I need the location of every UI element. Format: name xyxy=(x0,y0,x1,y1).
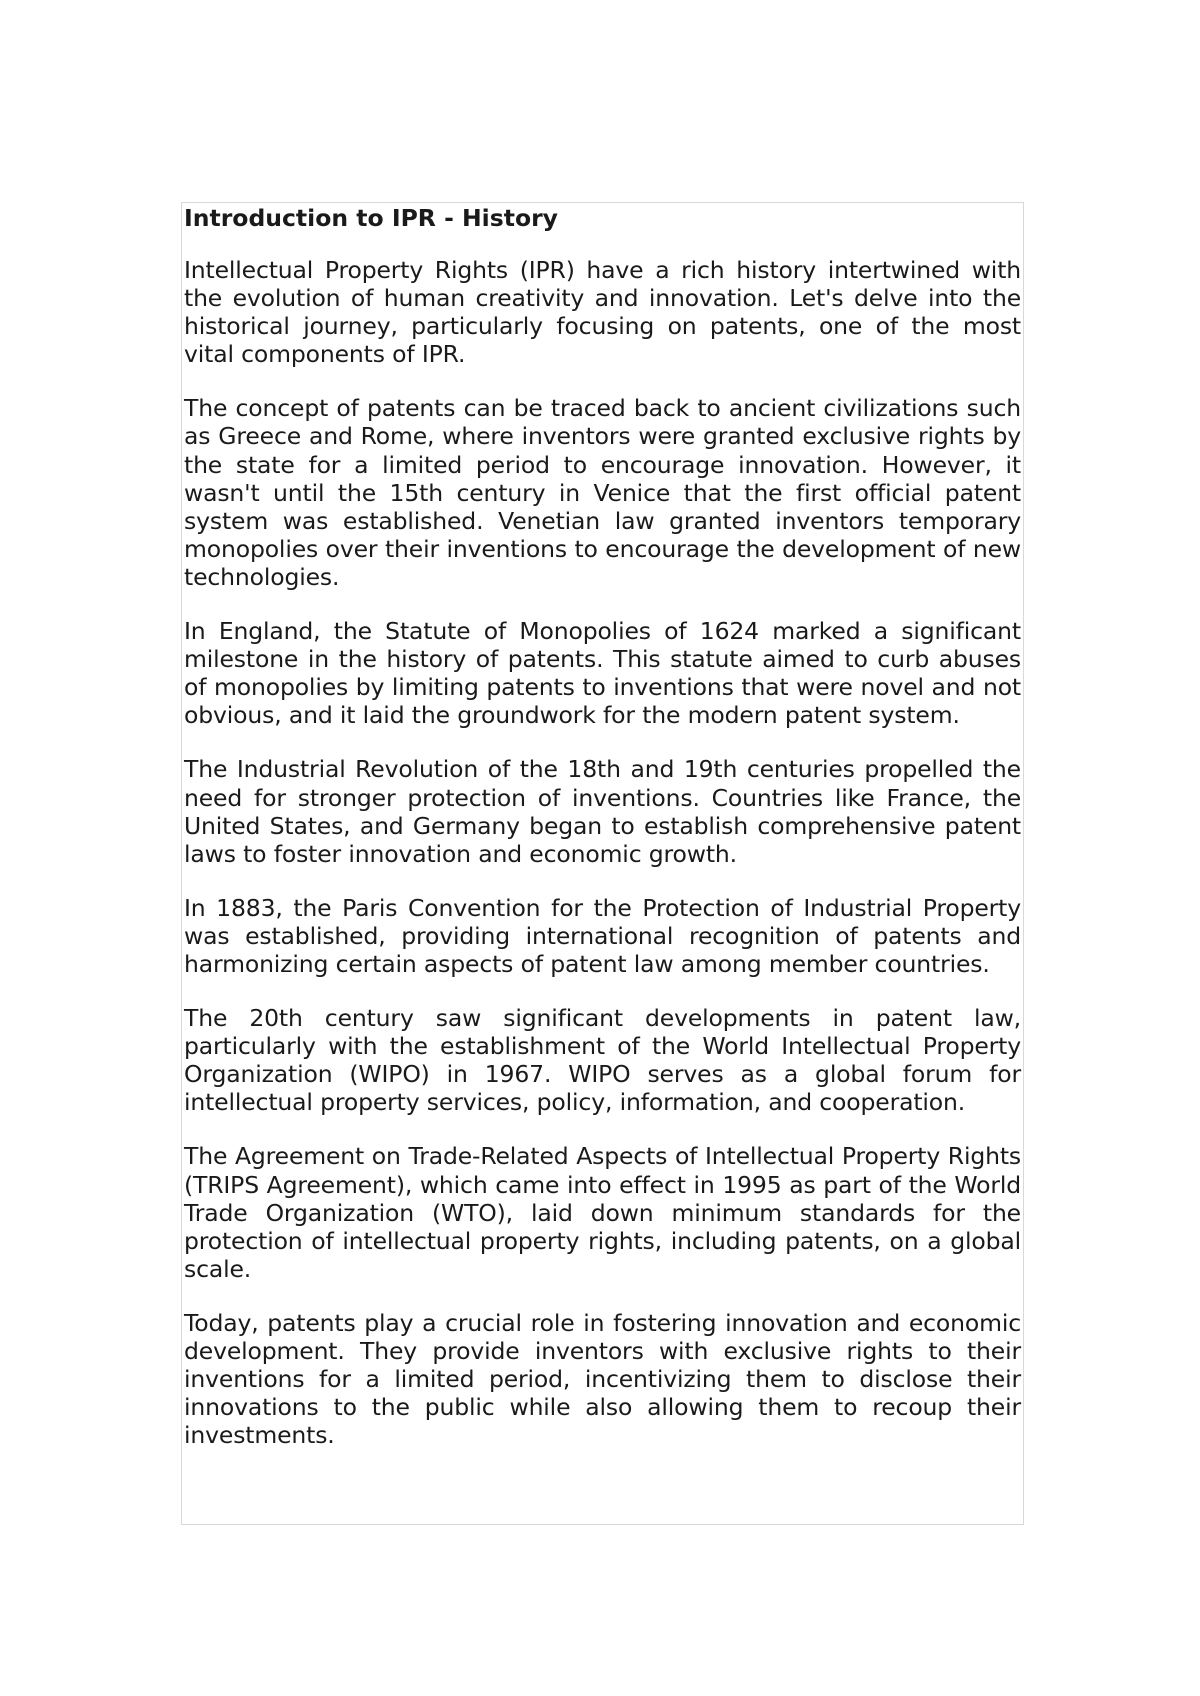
paragraph-ancient-origins: The concept of patents can be traced back to ancient civilizations such as Greece and Rome, where inventors were granted exclusive rights by the state for a limited period to encourage innovation. However, it wasn't until the 15th century in Venice that the first official patent system was established. Venetian law granted inventors temporary monopolies over their inventions to encourage the development of new technologies. xyxy=(184,394,1021,591)
paragraph-industrial-revolution: The Industrial Revolution of the 18th and 19th centuries propelled the need for stronger protection of inventions. Countries like France, the United States, and Germany began to establish comprehensive patent laws to foster innovation and economic growth. xyxy=(184,755,1021,868)
paragraph-trips-agreement: The Agreement on Trade-Related Aspects of Intellectual Property Rights (TRIPS Agreement), which came into effect in 1995 as part of the World Trade Organization (WTO), laid down minimum standards for the protection of intellectual property rights, including patents, on a global scale. xyxy=(184,1142,1021,1283)
document-title: Introduction to IPR - History xyxy=(184,204,559,232)
paragraph-today: Today, patents play a crucial role in fostering innovation and economic development. They provide inventors with exclusive rights to their inventions for a limited period, incentivizing them to disclose their innovations to the public while also allowing them to recoup their investments. xyxy=(184,1308,1021,1450)
text-frame xyxy=(181,202,1024,1525)
paragraph-statute-of-monopolies: In England, the Statute of Monopolies of 1624 marked a significant milestone in the history of patents. This statute aimed to curb abuses of monopolies by limiting patents to inventions that were novel and not obvious, and it laid the groundwork for the modern patent system. xyxy=(184,617,1021,730)
paragraph-wipo: The 20th century saw significant developments in patent law, particularly with the establishment of the World Intellectual Property Organization (WIPO) in 1967. WIPO serves as a global forum for intellectual property services, policy, information, and cooperation. xyxy=(184,1004,1021,1117)
paragraph-paris-convention: In 1883, the Paris Convention for the Protection of Industrial Property was established, providing international recognition of patents and harmonizing certain aspects of patent law among member countries. xyxy=(184,893,1021,978)
paragraph-intro: Intellectual Property Rights (IPR) have a rich history intertwined with the evolution of human creativity and innovation. Let's delve into the historical journey, particularly focusing on patents, one of the most vital components of IPR. xyxy=(184,256,1021,369)
